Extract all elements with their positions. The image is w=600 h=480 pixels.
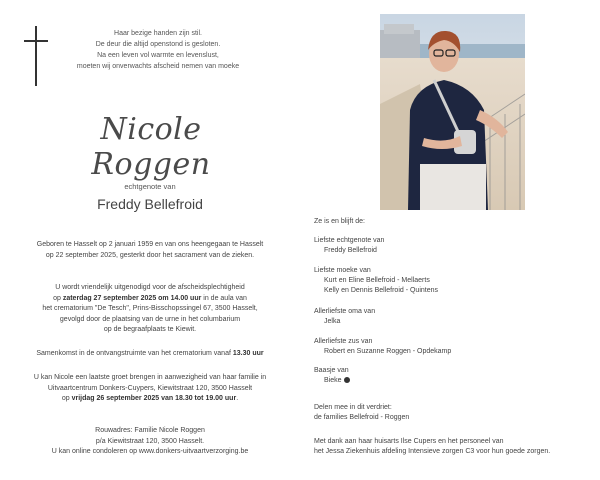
relation-group bbox=[314, 307, 584, 327]
visit-line: Uitvaartcentrum Donkers-Cuypers, Kiewitstraat 120, 3500 Hasselt bbox=[47, 384, 253, 392]
ceremony-line: op zaterdag 27 september 2025 om 14.00 uur in de aula van bbox=[53, 294, 247, 302]
poem-line: Na een leven vol warmte en levenslust, bbox=[97, 52, 219, 59]
condolence-link[interactable]: U kan online condoleren op www.donkers-uitvaartverzorging.be bbox=[51, 448, 249, 455]
address-line: p/a Kiewitstraat 120, 3500 Hasselt. bbox=[95, 437, 205, 445]
deceased-name: Nicole Roggen bbox=[91, 112, 211, 182]
visit-line: U kan Nicole een laatste groet brengen in aanwezigheid van haar familie in bbox=[33, 374, 267, 381]
birth-death-text bbox=[20, 240, 280, 261]
spouse-prefix: echtgenote van bbox=[124, 182, 176, 191]
ceremony-line: het crematorium "De Tesch", Prins-Bisschopssingel 67, 3500 Hasselt, bbox=[42, 305, 258, 312]
relation-name: Kurt en Eline Bellefroid - Mellaerts bbox=[324, 277, 430, 284]
relation-name: Freddy Bellefroid bbox=[324, 247, 377, 254]
relation-title: Allerliefste zus van bbox=[314, 338, 373, 345]
condolence-line: Delen mee in dit verdriet: bbox=[314, 404, 392, 411]
thanks-line: Met dank aan haar huisarts Ilse Cupers en het personeel van bbox=[314, 438, 504, 445]
birth-death-line: op 22 september 2025, gesterkt door het sacrament van de zieken. bbox=[45, 251, 255, 259]
spouse-name: Freddy Bellefroid bbox=[97, 196, 203, 212]
visit-line: op vrijdag 26 september 2025 van 18.30 tot 19.00 uur. bbox=[61, 395, 239, 402]
poem-line: moeten wij onverwachts afscheid nemen van moeke bbox=[76, 63, 240, 70]
poem-line: De deur die altijd openstond is gesloten. bbox=[95, 41, 221, 48]
mourning-address bbox=[20, 426, 280, 458]
relation-name: Bieke bbox=[324, 377, 342, 384]
address-line: Rouwadres: Familie Nicole Roggen bbox=[95, 427, 205, 434]
relation-group bbox=[314, 337, 584, 357]
relation-title: Liefste moeke van bbox=[314, 267, 371, 274]
relation-group bbox=[314, 236, 584, 256]
relation-group bbox=[314, 366, 584, 386]
condolence-line: de families Bellefroid - Roggen bbox=[314, 414, 410, 421]
ceremony-line: gevolgd door de plaatsing van de urne in het columbarium bbox=[59, 315, 241, 323]
relation-name: Robert en Suzanne Roggen - Opdekamp bbox=[324, 348, 452, 355]
thanks-note bbox=[314, 437, 584, 457]
relation-group bbox=[314, 266, 584, 296]
ceremony-text bbox=[20, 283, 280, 336]
gathering-text: Samenkomst in de ontvangstruimte van het crematorium vanaf 13.30 uur bbox=[36, 350, 264, 357]
relation-title: Liefste echtgenote van bbox=[314, 237, 385, 244]
relation-name: Jelka bbox=[324, 318, 341, 325]
relation-title: Baasje van bbox=[314, 367, 349, 374]
birth-death-line: Geboren te Hasselt op 2 januari 1959 en van ons heengegaan te Hasselt bbox=[36, 241, 264, 248]
portrait-photo bbox=[380, 14, 525, 210]
relation-name: Kelly en Dennis Bellefroid - Quintens bbox=[324, 287, 439, 294]
condolence-note bbox=[314, 403, 584, 423]
ceremony-line: op de begraafplaats te Kiewit. bbox=[103, 326, 197, 333]
ceremony-line: U wordt vriendelijk uitgenodigd voor de afscheidsplechtigheid bbox=[55, 284, 245, 291]
paw-icon bbox=[344, 377, 350, 383]
cross-icon bbox=[24, 26, 48, 86]
poem-line: Haar bezige handen zijn stil. bbox=[114, 30, 202, 37]
relations-intro: Ze is en blijft de: bbox=[314, 218, 365, 225]
thanks-line: het Jessa Ziekenhuis afdeling Intensieve zorgen C3 voor hun goede zorgen. bbox=[314, 448, 551, 455]
poem bbox=[58, 28, 258, 72]
visit-text bbox=[20, 373, 280, 405]
relation-title: Allerliefste oma van bbox=[314, 308, 376, 315]
